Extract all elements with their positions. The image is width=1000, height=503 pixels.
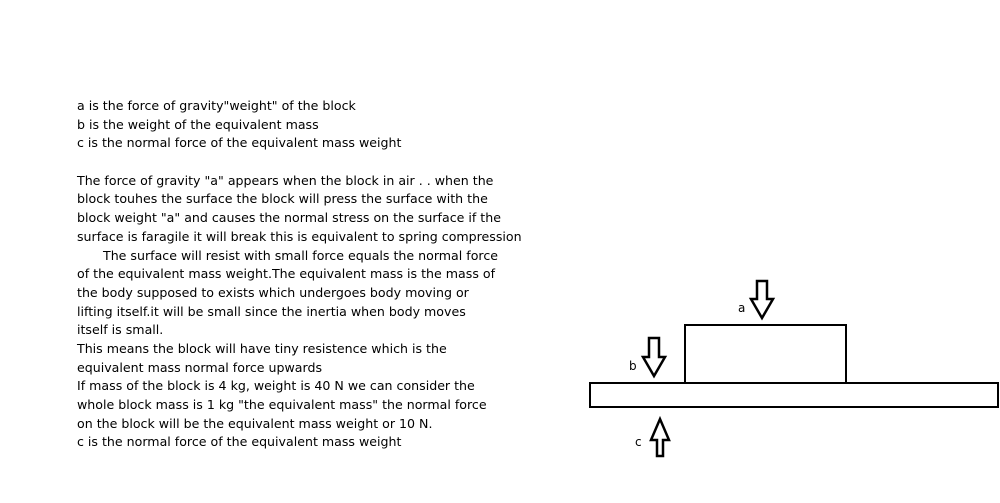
- paragraph-line: equivalent mass normal force upwards: [77, 359, 323, 375]
- paragraph-line: the body supposed to exists which undergoes body moving or: [77, 284, 469, 300]
- arrow-c-up-icon: [651, 419, 669, 456]
- arrow-b-down-icon: [643, 338, 665, 376]
- label-b: b: [629, 359, 637, 373]
- paragraph-line: surface is faragile it will break this is equivalent to spring compression: [77, 228, 522, 244]
- paragraph-line: itself is small.: [77, 322, 164, 338]
- paragraph-line: The surface will resist with small force equals the normal force: [103, 247, 498, 263]
- surface-slab: [590, 383, 998, 407]
- paragraph-line: The force of gravity "a" appears when the block in air . . when the: [77, 172, 494, 188]
- paragraph-line: whole block mass is 1 kg "the equivalent mass" the normal force: [77, 397, 487, 412]
- paragraph-line: This means the block will have tiny resistence which is the: [77, 340, 447, 356]
- paragraph-line: block touhes the surface the block will press the surface with the: [77, 191, 488, 207]
- arrow-a-down-icon: [751, 281, 773, 318]
- definition-b: b is the weight of the equivalent mass: [77, 116, 319, 132]
- block: [685, 325, 846, 383]
- paragraph-line: If mass of the block is 4 kg, weight is 40 N we can consider the: [77, 378, 475, 394]
- paragraph-line: of the equivalent mass weight.The equivalent mass is the mass of: [77, 266, 496, 282]
- paragraph-line: c is the normal force of the equivalent mass weight: [77, 434, 402, 450]
- definition-a: a is the force of gravity"weight" of the block: [77, 98, 356, 113]
- label-a: a: [738, 301, 746, 315]
- paragraph-line: block weight "a" and causes the normal stress on the surface if the: [77, 210, 501, 226]
- paragraph-line: on the block will be the equivalent mass weight or 10 N.: [77, 415, 433, 431]
- definition-c: c is the normal force of the equivalent mass weight: [77, 135, 402, 151]
- paragraph-line: lifting itself.it will be small since the inertia when body moves: [77, 303, 466, 319]
- label-c: c: [635, 435, 642, 449]
